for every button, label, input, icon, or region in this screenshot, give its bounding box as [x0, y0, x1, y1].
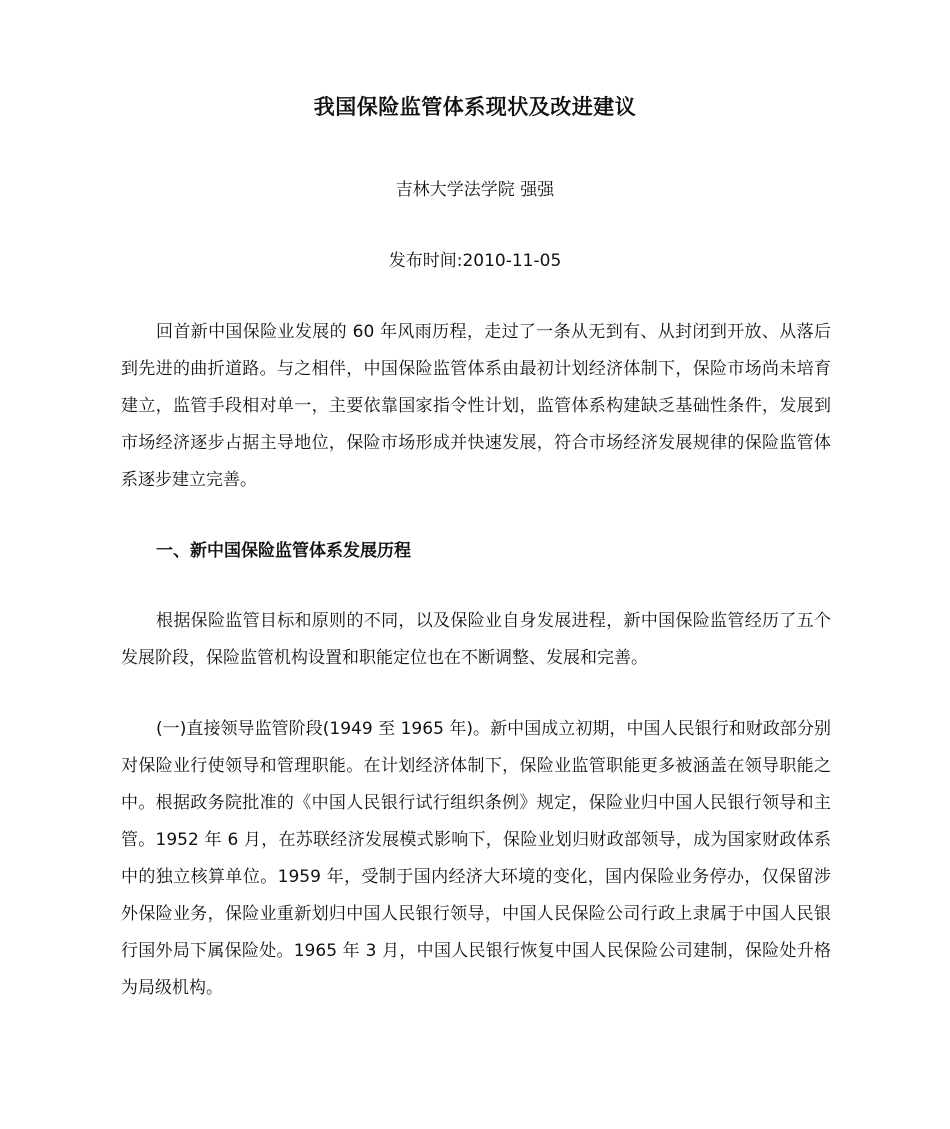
section-heading: 一、新中国保险监管体系发展历程: [156, 541, 411, 561]
section-paragraph-1: 根据保险监管目标和原则的不同，以及保险业自身发展进程，新中国保险监管经历了五个发展阶段，保险监管机构设置和职能定位也在不断调整、发展和完善。: [121, 611, 831, 668]
author-line: 吉林大学法学院 强强: [395, 180, 555, 200]
publish-date: 发布时间:2010-11-05: [388, 251, 562, 271]
intro-paragraph: 回首新中国保险业发展的 60 年风雨历程，走过了一条从无到有、从封闭到开放、从落后到先进的曲折道路。与之相伴，中国保险监管体系由最初计划经济体制下，保险市场尚未培育建立，监管手段相对单一，主要依靠国家指令性计划，监管体系构建缺乏基础性条件，发展到市场经济逐步占据主导地位，保险市场形成并快速发展，符合市场经济发展规律的保险监管体系逐步建立完善。: [121, 322, 831, 490]
document-title: 我国保险监管体系现状及改进建议: [313, 95, 637, 119]
section-paragraph-2: (一)直接领导监管阶段(1949 至 1965 年)。新中国成立初期，中国人民银行和财政部分别对保险业行使领导和管理职能。在计划经济体制下，保险业监管职能更多被涵盖在领导职能之中。根据政务院批准的《中国人民银行试行组织条例》规定，保险业归中国人民银行领导和主管。1952 年 6 月，在苏联经济发展模式影响下，保险业划归财政部领导，成为国家财政体系中的独立核算单位。1959 年，受制于国内经济大环境的变化，国内保险业务停办，仅保留涉外保险业务，保险业重新划归中国人民银行领导，中国人民保险公司行政上隶属于中国人民银行国外局下属保险处。1965 年 3 月，中国人民银行恢复中国人民保险公司建制，保险处升格为局级机构。: [121, 719, 831, 998]
